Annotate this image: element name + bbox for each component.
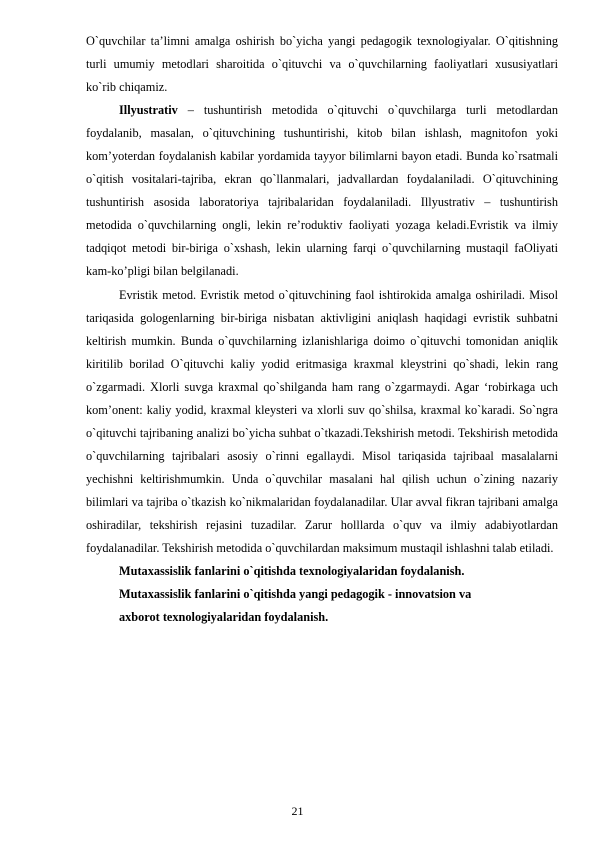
document-page <box>86 30 558 629</box>
section-heading-3: axborot texnologiyalaridan foydalanish. <box>119 610 329 625</box>
section-heading-1: Mutaxassislik fanlarini o`qitishda texnologiyalaridan foydalanish. <box>119 564 465 579</box>
paragraph-intro: O`quvchilar ta’limni amalga oshirish bo`yicha yangi pedagogik texnologiyalar. O`qitishning turli umumiy metodlari sharoitida o`qituvchi va o`quvchilarning faoliyatlari xususiyatlari ko`rib chiqamiz. <box>86 34 558 95</box>
paragraph-illustrative <box>86 99 558 283</box>
paragraph-illustrative-text: – tushuntirish metodida o`qituvchi o`quvchilarga turli metodlardan foydalanib, masalan, o`qituvchining tushuntirishi, kitob bilan ishlash, magnitofon yoki kom’yoterdan foydalanish kabilar yordamida tayyor bilimlarni bayon etadi. Bunda ko`rsatmali o`qitish vositalari-tajriba, ekran qo`llanmalari, jadvallardan foydalaniladi. O`qituvchining tushuntirish asosida laboratoriya tajribalaridan foydalaniladi. Illyustrativ – tushuntirish metodida o`quvchilarning ongli, lekin re’roduktiv faoliyati yozaga keladi.Evristik va ilmiy tadqiqot metodi bir-biriga o`xshash, lekin ularning farqi o`quvchilarning mustaqil faOliyati kam-ko’pligi bilan belgilanadi. <box>86 103 558 279</box>
section-heading-2: Mutaxassislik fanlarini o`qitishda yangi pedagogik - innovatsion va <box>119 587 472 602</box>
term-illyustrativ: Illyustrativ <box>119 103 178 118</box>
page-number: 21 <box>291 804 304 818</box>
paragraph-evristik: Evristik metod. Evristik metod o`qituvchining faol ishtirokida amalga oshiriladi. Misol tariqasida gologenlarning bir-biriga nisbatan aktivligini aniqlash haqidagi evristik suhbatni keltirish mumkin. Bunda o`quvchilarning izlanishlariga doimo o`qituvchi tomonidan aniqlik kiritilib borilad O`qituvchi kaliy yodid eritmasiga kraxmal kleystrini qo`shadi, lekin rang o`zgarmadi. Xlorli suvga kraxmal qo`shilganda ham rang o`zgarmaydi. Agar ‘robirkaga uch kom’onent: kaliy yodid, kraxmal kleysteri va xlorli suv qo`shilsa, kraxmal ko`karadi. So`ngra o`qituvchi tajribaning analizi bo`yicha suhbat o`tkazadi.Tekshirish metodi. Tekshirish metodida o`quvchilarning tajribalari asosiy o`rinni egallaydi. Misol tariqasida tajribaal masalalarni yechishni keltirishmumkin. Unda o`quvchilar masalani hal qilish uchun o`zining nazariy bilimlari va tajriba o`tkazish ko`nikmalaridan foydalanadilar. Ular avval fikran tajribani amalga oshiradilar, tekshirish rejasini tuzadilar. Zarur holllarda o`quv va ilmiy adabiyotlardan foydalanadilar. Tekshirish metodida o`quvchilardan maksimum mustaqil ishlashni talab etiladi. <box>86 287 558 556</box>
